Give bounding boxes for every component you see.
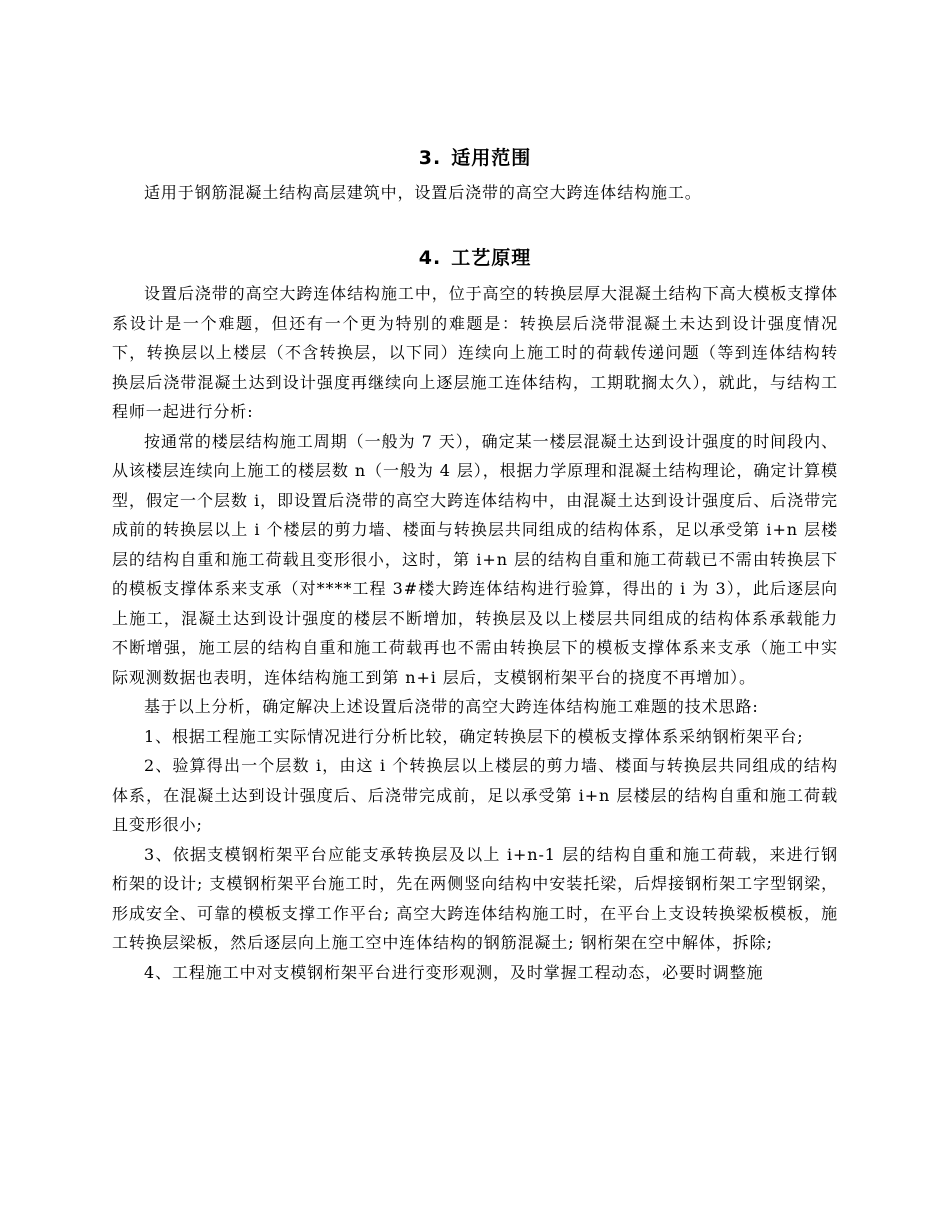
section-4-list-item-1: 1、根据工程施工实际情况进行分析比较，确定转换层下的模板支撑体系采纳钢桁架平台;	[144, 726, 804, 746]
section-4-heading	[0, 243, 950, 270]
section-3-heading	[0, 143, 950, 170]
section-3-paragraph-1: 适用于钢筋混凝土结构高层建筑中，设置后浇带的高空大跨连体结构施工。	[144, 183, 702, 202]
section-4-number: 4.	[418, 247, 442, 269]
section-4-paragraph-2: 按通常的楼层结构施工周期（一般为 7 天），确定某一楼层混凝土达到设计强度的时间段内、从该楼层连续向上施工的楼层数 n（一般为 4 层），根据力学原理和混凝土结构理论，确定计算模型，假定一个层数 i，即设置后浇带的高空大跨连体结构中，由混凝土达到设计强度后、后浇带完成前的转换层以上 i 个楼层的剪力墙、楼面与转换层共同组成的结构体系，足以承受第 i+n 层楼层的结构自重和施工荷载且变形很小，这时，第 i+n 层的结构自重和施工荷载已不需由转换层下的模板支撑体系来支承（对****工程 3#楼大跨连体结构进行验算，得出的 i 为 3），此后逐层向上施工，混凝土达到设计强度的楼层不断增加，转换层及以上楼层共同组成的结构体系承载能力不断增强，施工层的结构自重和施工荷载再也不需由转换层下的模板支撑体系来支承（施工中实际观测数据也表明，连体结构施工到第 n+i 层后，支模钢桁架平台的挠度不再增加）。	[112, 431, 838, 687]
section-3-title: 适用范围	[451, 147, 532, 169]
section-4-paragraph-1: 设置后浇带的高空大跨连体结构施工中，位于高空的转换层厚大混凝土结构下高大模板支撑体系设计是一个难题，但还有一个更为特别的难题是：转换层后浇带混凝土未达到设计强度情况下，转换层以上楼层（不含转换层，以下同）连续向上施工时的荷载传递问题（等到连体结构转换层后浇带混凝土达到设计强度再继续向上逐层施工连体结构，工期耽搁太久），就此，与结构工程师一起进行分析:	[112, 284, 838, 421]
section-4-list-item-2: 2、验算得出一个层数 i，由这 i 个转换层以上楼层的剪力墙、楼面与转换层共同组成的结构体系，在混凝土达到设计强度后、后浇带完成前，足以承受第 i+n 层楼层的结构自重和施工荷载且变形很小;	[112, 756, 838, 834]
section-4-list-item-3: 3、依据支模钢桁架平台应能支承转换层及以上 i+n-1 层的结构自重和施工荷载，来进行钢桁架的设计; 支模钢桁架平台施工时，先在两侧竖向结构中安装托梁，后焊接钢桁架工字型钢梁，形成安全、可靠的模板支撑工作平台; 高空大跨连体结构施工时，在平台上支设转换梁板模板，施工转换层梁板，然后逐层向上施工空中连体结构的钢筋混凝土; 钢桁架在空中解体，拆除;	[112, 844, 838, 952]
section-4-paragraph-3: 基于以上分析，确定解决上述设置后浇带的高空大跨连体结构施工难题的技术思路:	[144, 697, 759, 716]
section-3-body	[112, 178, 838, 208]
section-3-number: 3.	[418, 147, 442, 169]
section-4-body	[112, 279, 838, 987]
section-4-title: 工艺原理	[451, 247, 532, 269]
section-4-list-item-4: 4、工程施工中对支模钢桁架平台进行变形观测，及时掌握工程动态，必要时调整施	[144, 962, 764, 982]
